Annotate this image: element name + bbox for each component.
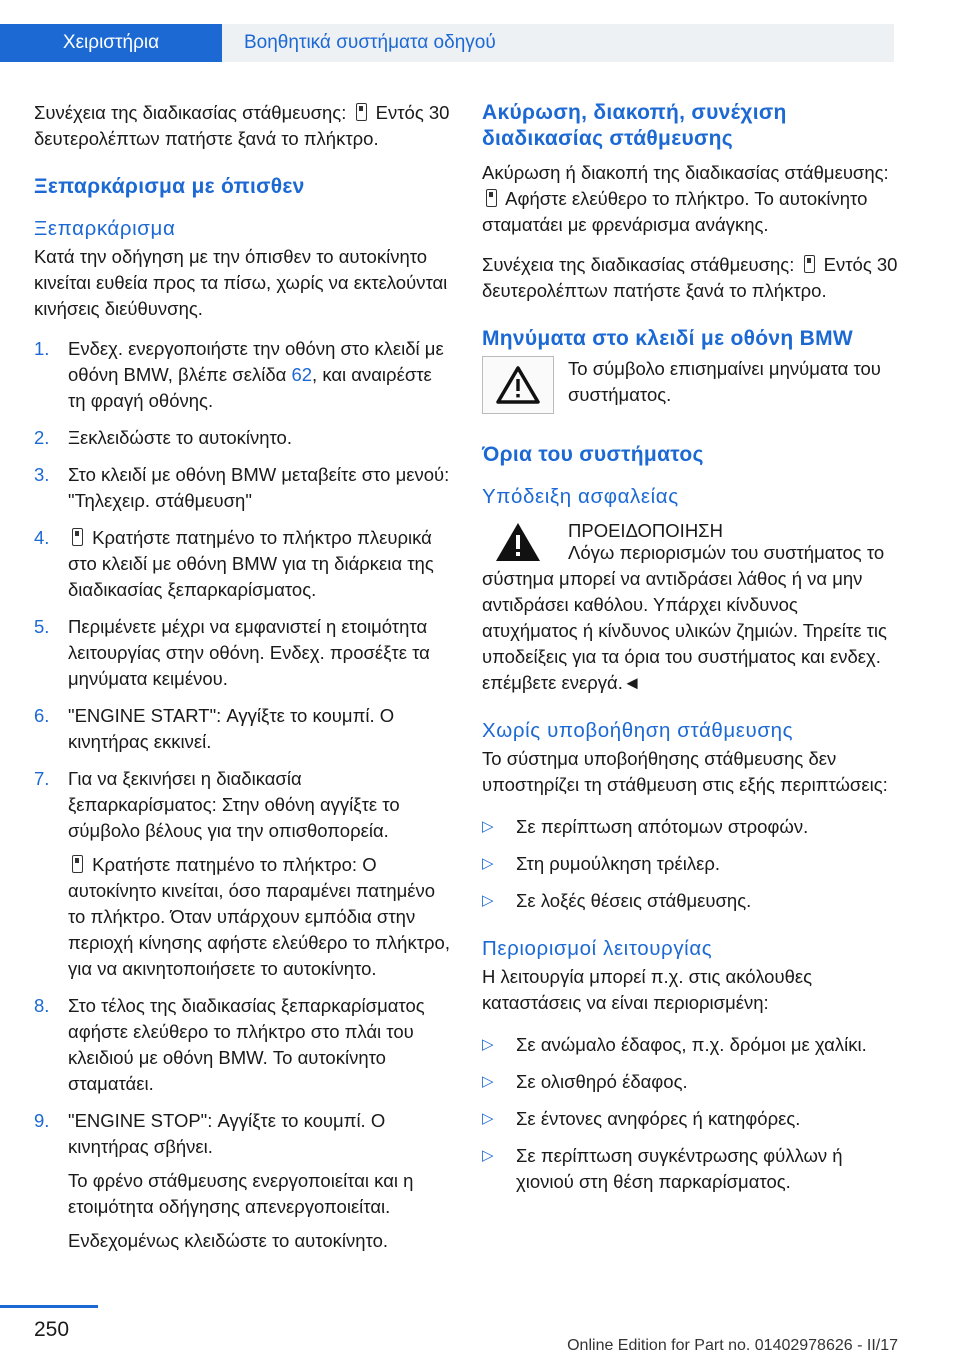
list-item: 9. "ENGINE STOP": Αγγίξτε το κουμπί. Ο κινητήρας σβήνει. Το φρένο στάθμευσης ενεργοποιείται και η ετοιμότητα οδήγησης απενεργοποιείται. Ενδεχομένως κλειδώστε το αυτοκίνητο. — [34, 1110, 414, 1251]
bullet-triangle-icon: ▷ — [482, 1147, 494, 1164]
heading-no-assist: Χωρίς υποβοήθηση στάθμευσης — [482, 719, 794, 742]
cancel-paragraph: Ακύρωση ή διακοπή της διαδικασίας στάθμευσης: Αφήστε ελεύθερο το πλήκτρο. Το αυτοκίνητο σταματάει με φρενάρισμα ανάγκης. — [482, 162, 889, 235]
heading-restrictions: Περιορισμοί λειτουργίας — [482, 937, 713, 960]
no-assist-text: Το σύστημα υποβοήθησης στάθμευσης δεν υποστηρίζει τη στάθμευση στις εξής περιπτώσεις: — [482, 748, 888, 795]
list-item: 4. Κρατήστε πατημένο το πλήκτρο πλευρικά στο κλειδί με οθόνη BMW για τη διάρκεια της διαδικασίας ξεπαρκαρίσματος. — [34, 527, 434, 600]
continue-paragraph: Συνέχεια της διαδικασίας στάθμευσης: Εντός 30 δευτερολέπτων πατήστε ξανά το πλήκτρο. — [482, 254, 898, 301]
edition-note: Online Edition for Part no. 01402978626 - II/17 — [567, 1337, 898, 1354]
heading-cancel: Ακύρωση, διακοπή, συνέχιση διαδικασίας στάθμευσης — [482, 101, 787, 150]
list-item: 1. Ενδεχ. ενεργοποιήστε την οθόνη στο κλειδί με οθόνη BMW, βλέπε σελίδα 62, και αναιρέστε τη φραγή οθόνης. — [34, 338, 444, 411]
no-assist-list — [482, 814, 898, 914]
continue-paragraph: Συνέχεια της διαδικασίας στάθμευσης: Εντός 30 δευτερολέπτων πατήστε ξανά το πλήκτρο. — [34, 102, 450, 149]
warning-triangle-icon — [495, 365, 541, 405]
remote-key-icon — [72, 528, 83, 546]
list-item: 2. Ξεκλειδώστε το αυτοκίνητο. — [34, 427, 292, 448]
list-item: 5. Περιμένετε μέχρι να εμφανιστεί η ετοιμότητα λειτουργίας στην οθόνη. Ενδεχ. προσέξτε τα μηνύματα κειμένου. — [34, 616, 430, 689]
list-item: ▷ Σε λοξές θέσεις στάθμευσης. — [482, 888, 898, 914]
bullet-triangle-icon: ▷ — [482, 855, 494, 872]
warning-triangle-icon — [482, 356, 554, 414]
bullet-triangle-icon: ▷ — [482, 892, 494, 909]
heading-unparking: Ξεπαρκάρισμα — [34, 217, 176, 240]
messages-note: Το σύμβολο επισημαίνει μηνύματα του συστήματος. — [568, 358, 881, 405]
remote-key-icon — [486, 189, 497, 207]
tab-controls[interactable]: Χειριστήρια — [0, 24, 222, 62]
list-item: ▷ Σε περίπτωση απότομων στροφών. — [482, 814, 898, 840]
bullet-triangle-icon: ▷ — [482, 1036, 494, 1053]
list-item: 8. Στο τέλος της διαδικασίας ξεπαρκαρίσματος αφήστε ελεύθερο το πλήκτρο στο πλάι του κλειδιού με οθόνη BMW. Το αυτοκίνητο σταματάει. — [34, 995, 425, 1094]
heading-safety: Υπόδειξη ασφαλείας — [482, 485, 679, 508]
header-bar — [0, 0, 960, 62]
messages-row — [482, 356, 898, 414]
restrictions-text: Η λειτουργία μπορεί π.χ. στις ακόλουθες καταστάσεις να είναι περιορισμένη: — [482, 966, 813, 1013]
page-number: 250 — [34, 1318, 70, 1341]
left-column — [34, 100, 450, 1265]
warning-text: Λόγω περιορισμών του συστήματος το σύστημα μπορεί να αντιδράσει λάθος ή να μην αντιδράσει καθόλου. Υπάρχει κίνδυνος ατυχήματος ή κίνδυνος υλικών ζημιών. Τηρείτε τις υποδείξεις για τα όρια του συστήματος και ενδεχ. επέμβετε ενεργά.◄ — [482, 542, 887, 693]
warning-triangle-icon — [494, 521, 542, 563]
warning-title: ΠΡΟΕΙΔΟΠΟΙΗΣΗ — [568, 520, 723, 541]
footer-rule — [0, 1305, 98, 1308]
remote-key-icon — [804, 255, 815, 273]
list-item: ▷ Σε ανώμαλο έδαφος, π.χ. δρόμοι με χαλίκι. — [482, 1032, 898, 1058]
list-item: ▷ Σε περίπτωση συγκέντρωσης φύλλων ή χιονιού στη θέση παρκαρίσματος. — [482, 1143, 898, 1195]
heading-reverse-unparking: Ξεπαρκάρισμα με όπισθεν — [34, 175, 305, 198]
page-link[interactable]: 62 — [291, 364, 313, 385]
unparking-description: Κατά την οδήγηση με την όπισθεν το αυτοκίνητο κινείται ευθεία προς τα πίσω, χωρίς να εκτελούνται κινήσεις διεύθυνσης. — [34, 246, 448, 319]
remote-key-icon — [356, 103, 367, 121]
list-item: ▷ Σε ολισθηρό έδαφος. — [482, 1069, 898, 1095]
list-item: 7. Για να ξεκινήσει η διαδικασία ξεπαρκαρίσματος: Στην οθόνη αγγίξτε το σύμβολο βέλους για την οπισθοπορεία. Κρατήστε πατημένο το πλήκτρο: Ο αυτοκίνητο κινείται, όσο παραμένει πατημένο το πλήκτρο. Όταν υπάρχουν εμπόδια στην περιοχή κίνησης αφήστε ελεύθερο το πλήκτρο, για να ακινητοποιήσετε το αυτοκίνητο. — [34, 768, 450, 979]
restrictions-list — [482, 1032, 898, 1195]
bullet-triangle-icon: ▷ — [482, 1110, 494, 1127]
right-column — [482, 100, 898, 1206]
list-item: 3. Στο κλειδί με οθόνη BMW μεταβείτε στο μενού: "Τηλεχειρ. στάθμευση" — [34, 464, 450, 511]
heading-limits: Όρια του συστήματος — [482, 443, 704, 466]
tab-driver-assistance[interactable]: Βοηθητικά συστήματα οδηγού — [222, 24, 894, 62]
remote-key-icon — [72, 855, 83, 873]
bullet-triangle-icon: ▷ — [482, 1073, 494, 1090]
bullet-triangle-icon: ▷ — [482, 818, 494, 835]
list-item: ▷ Σε έντονες ανηφόρες ή κατηφόρες. — [482, 1106, 898, 1132]
list-item: 6. "ENGINE START": Αγγίξτε το κουμπί. Ο κινητήρας εκκινεί. — [34, 705, 395, 752]
heading-messages: Μηνύματα στο κλειδί με οθόνη BMW — [482, 327, 853, 350]
steps-list — [34, 336, 450, 1254]
list-item: ▷ Στη ρυμούλκηση τρέιλερ. — [482, 851, 898, 877]
